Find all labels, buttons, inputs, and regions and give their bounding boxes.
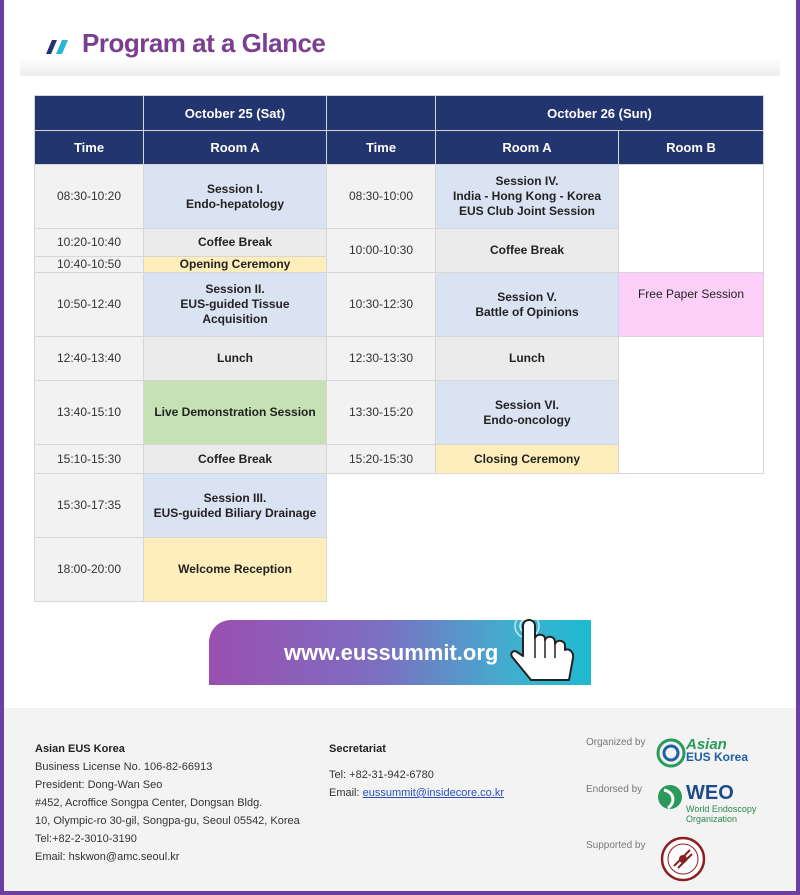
session-cell: [144, 165, 327, 229]
break-cell: Coffee Break: [436, 229, 619, 273]
session-cell: [436, 273, 619, 337]
table-row: [35, 165, 764, 229]
page-title: Program at a Glance: [82, 28, 326, 58]
footer-organizer-info: [35, 740, 300, 866]
lunch-cell: Lunch: [144, 337, 327, 381]
col-time-header: Time: [327, 131, 436, 165]
time-cell: 15:20-15:30: [327, 445, 436, 474]
room-b-empty-cell: [619, 337, 764, 474]
asian-eus-korea-logo: [656, 736, 756, 770]
secretariat-email-link[interactable]: eussummit@insidecore.co.kr: [362, 787, 505, 799]
time-cell: 12:40-13:40: [35, 337, 144, 381]
time-cell: 10:20-10:40: [35, 229, 144, 257]
asian-eus-logo-icon: [656, 736, 686, 770]
ceremony-cell: Closing Ceremony: [436, 445, 619, 474]
time-cell: 12:30-13:30: [327, 337, 436, 381]
ceremony-cell: Opening Ceremony: [144, 257, 327, 273]
weo-name-line1: World Endoscopy: [686, 804, 757, 814]
table-row: [35, 273, 764, 337]
blank-header-cell: [327, 96, 436, 131]
time-cell: 13:40-15:10: [35, 381, 144, 445]
secretariat-email-line: [329, 784, 504, 802]
live-demo-cell: Live Demonstration Session: [144, 381, 327, 445]
session-cell: [436, 165, 619, 229]
weo-logo: [656, 782, 766, 826]
time-cell: 10:40-10:50: [35, 257, 144, 273]
session-subtitle: Endo-hepatology: [186, 196, 284, 211]
supported-by-label: Supported by: [586, 840, 646, 851]
day2-header: October 26 (Sun): [436, 96, 764, 131]
session-subtitle: Battle of Opinions: [475, 304, 579, 319]
weo-logo-icon: [656, 782, 684, 812]
website-banner-link[interactable]: [209, 620, 591, 685]
table-column-header-row: [35, 131, 764, 165]
address-line2: 10, Olympic-ro 30-gil, Songpa-gu, Seoul 05542, Korea: [35, 815, 300, 827]
time-cell: 08:30-10:20: [35, 165, 144, 229]
time-cell: 18:00-20:00: [35, 538, 144, 602]
endorsed-by-label: Endorsed by: [586, 784, 643, 795]
empty-space: [327, 474, 764, 538]
website-url[interactable]: www.eussummit.org: [284, 640, 499, 665]
table-row: [35, 337, 764, 381]
session-title: Session V.: [497, 289, 557, 304]
session-cell: [144, 273, 327, 337]
organized-by-label: Organized by: [586, 737, 646, 748]
session-title: Session II.: [205, 282, 265, 296]
time-cell: 10:30-12:30: [327, 273, 436, 337]
email-label: Email:: [329, 787, 363, 799]
break-cell: Coffee Break: [144, 445, 327, 474]
time-cell: 15:30-17:35: [35, 474, 144, 538]
session-title: Session VI.: [494, 397, 560, 412]
eus-korea-logo-text: EUS Korea: [686, 750, 749, 764]
table-row: [35, 538, 764, 602]
secretariat-tel: Tel: +82-31-942-6780: [329, 769, 434, 781]
session-title: Session III.: [203, 490, 267, 505]
room-b-empty-cell: [619, 165, 764, 273]
weo-name-line2: Organization: [686, 814, 738, 824]
frame-bottom-border: [0, 891, 800, 895]
business-license: Business License No. 106-82-66913: [35, 761, 213, 773]
footer-secretariat: [329, 740, 504, 802]
org-tel: Tel:+82-2-3010-3190: [35, 833, 137, 845]
col-room-b-header: Room B: [619, 131, 764, 165]
empty-space: [327, 538, 764, 602]
org-email: Email: hskwon@amc.seoul.kr: [35, 851, 180, 863]
session-subtitle: Endo-oncology: [483, 412, 571, 427]
lunch-cell: Lunch: [436, 337, 619, 381]
table-row: [35, 474, 764, 538]
frame-right-border: [796, 0, 800, 895]
footer: [4, 708, 796, 891]
president: President: Dong-Wan Seo: [35, 779, 163, 791]
session-subtitle: EUS-guided Tissue Acquisition: [180, 297, 290, 326]
session-cell: [436, 381, 619, 445]
session-subtitle: EUS-guided Biliary Drainage: [153, 505, 317, 520]
day1-header: October 25 (Sat): [144, 96, 327, 131]
break-cell: Coffee Break: [144, 229, 327, 257]
address-line1: #452, Acroffice Songpa Center, Dongsan Bldg.: [35, 797, 263, 809]
col-room-a-header: Room A: [436, 131, 619, 165]
time-cell: 15:10-15:30: [35, 445, 144, 474]
free-paper-cell: Free Paper Session: [619, 273, 764, 337]
weo-logo-text: WEO: [686, 782, 734, 804]
reception-cell: Welcome Reception: [144, 538, 327, 602]
program-table: [34, 95, 764, 602]
page-header: [20, 14, 780, 76]
blank-header-cell: [35, 96, 144, 131]
time-cell: 08:30-10:00: [327, 165, 436, 229]
col-room-a-header: Room A: [144, 131, 327, 165]
session-cell: [144, 474, 327, 538]
org-name: Asian EUS Korea: [35, 743, 125, 755]
supporter-seal-logo-icon: [660, 836, 706, 882]
pointing-hand-icon: [509, 612, 589, 688]
asian-logo-text: Asian: [686, 736, 727, 753]
time-cell: 13:30-15:20: [327, 381, 436, 445]
session-title: Session I.: [206, 181, 264, 196]
table-day-header-row: [35, 96, 764, 131]
session-subtitle: India - Hong Kong - Korea: [453, 189, 601, 203]
time-cell: 10:50-12:40: [35, 273, 144, 337]
col-time-header: Time: [35, 131, 144, 165]
time-cell: 10:00-10:30: [327, 229, 436, 273]
secretariat-title: Secretariat: [329, 743, 386, 755]
weo-full-name: [686, 804, 756, 824]
session-subtitle: EUS Club Joint Session: [458, 204, 596, 218]
double-slash-icon: [46, 40, 68, 54]
session-title: Session IV.: [495, 174, 559, 188]
